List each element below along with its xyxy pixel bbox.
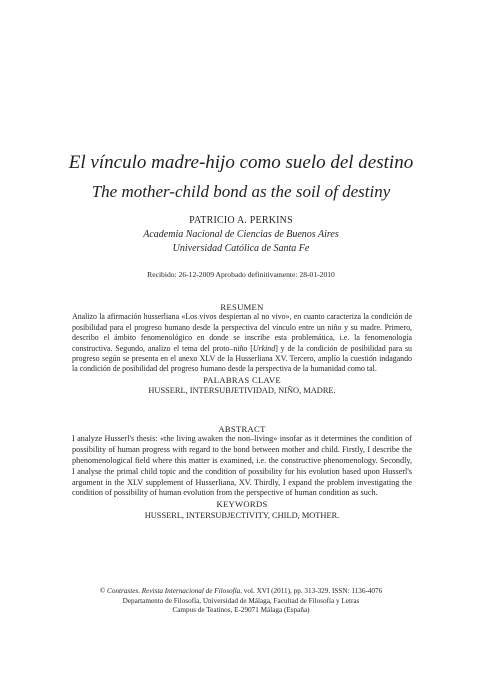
resumen-text-part-1: Analizo la afirmación husserliana «Los vivos despiertan al no vivo», en cuanto caracteriza la condición de posibilidad para el progreso humano desde la perspectiva del vínculo entre un niño y su madre. Primero, describo el ámbito fenomenológico en donde se inscribe esta problemática, i.e. la fenomenología constructiva. Segundo, analizo el tema del proto–niño [ (72, 312, 412, 353)
author-name: PATRICIO A. PERKINS (189, 215, 293, 226)
journal-footer (30, 587, 452, 616)
article-title-spanish: El vínculo madre-hijo como suelo del destino (68, 152, 414, 173)
resumen-text-part-2: ] y de la condición de posibilidad para su progreso según se presenta en el anexo XLV de la Husserliana XV. Tercero, amplío la cuestión indagando la condición de posibilidad del progreso humano desde la perspectiva de la humanidad como tal. (72, 343, 412, 374)
journal-name: Contrastes. Revista Internacional de Filosofía, (107, 587, 242, 595)
abstract-heading: ABSTRACT (218, 424, 266, 434)
affiliation-academy: Academia Nacional de Ciencias de Buenos Aires (143, 229, 339, 240)
copyright-symbol: © (99, 587, 108, 595)
received-approved-dates: Recibido: 26-12-2009 Aprobado definitivamente: 28-01-2010 (147, 270, 335, 279)
resumen-section (72, 302, 412, 396)
affiliation-university: Universidad Católica de Santa Fe (172, 243, 310, 254)
keywords-heading: KEYWORDS (216, 499, 268, 510)
abstract-text: I analyze Husserl's thesis: «the living awaken the non–living» insofar as it determines the condition of possibility of human progress with regard to the bond between mother and child. Firstly, I describe the phenomenological field where this matter is examined, i.e. the constructive phenomenology. Secondly, I analyse the primal child topic and the condition of possibility for his evolution based upon Husserl's argument in the XLV supplement of Husserliana, XV. Thirdly, I expand the problem investigating the condition of possibility of human evolution from the perspective of human condition as such. (72, 434, 412, 498)
keywords-list: HUSSERL, INTERSUBJECTIVITY, CHILD, MOTHER. (144, 510, 340, 520)
footer-citation (30, 587, 452, 597)
urkind-term: Urkind (252, 343, 276, 353)
article-title-english: The mother-child bond as the soil of destiny (91, 182, 391, 201)
resumen-text (72, 312, 412, 374)
palabras-clave-heading: PALABRAS CLAVE (203, 374, 281, 385)
abstract-section (72, 424, 412, 521)
footer-department: Departamento de Filosofía, Universidad de Málaga, Facultad de Filosofía y Letras (122, 596, 360, 605)
journal-issue-info: vol. XVI (2011), pp. 313-329. ISSN: 1136-4076 (242, 587, 383, 595)
resumen-heading: RESUMEN (220, 302, 264, 312)
footer-campus: Campus de Teatinos, E-29071 Málaga (España) (172, 606, 310, 615)
palabras-clave-list: HUSSERL, INTERSUBJETIVIDAD, NIÑO, MADRE. (148, 386, 336, 396)
